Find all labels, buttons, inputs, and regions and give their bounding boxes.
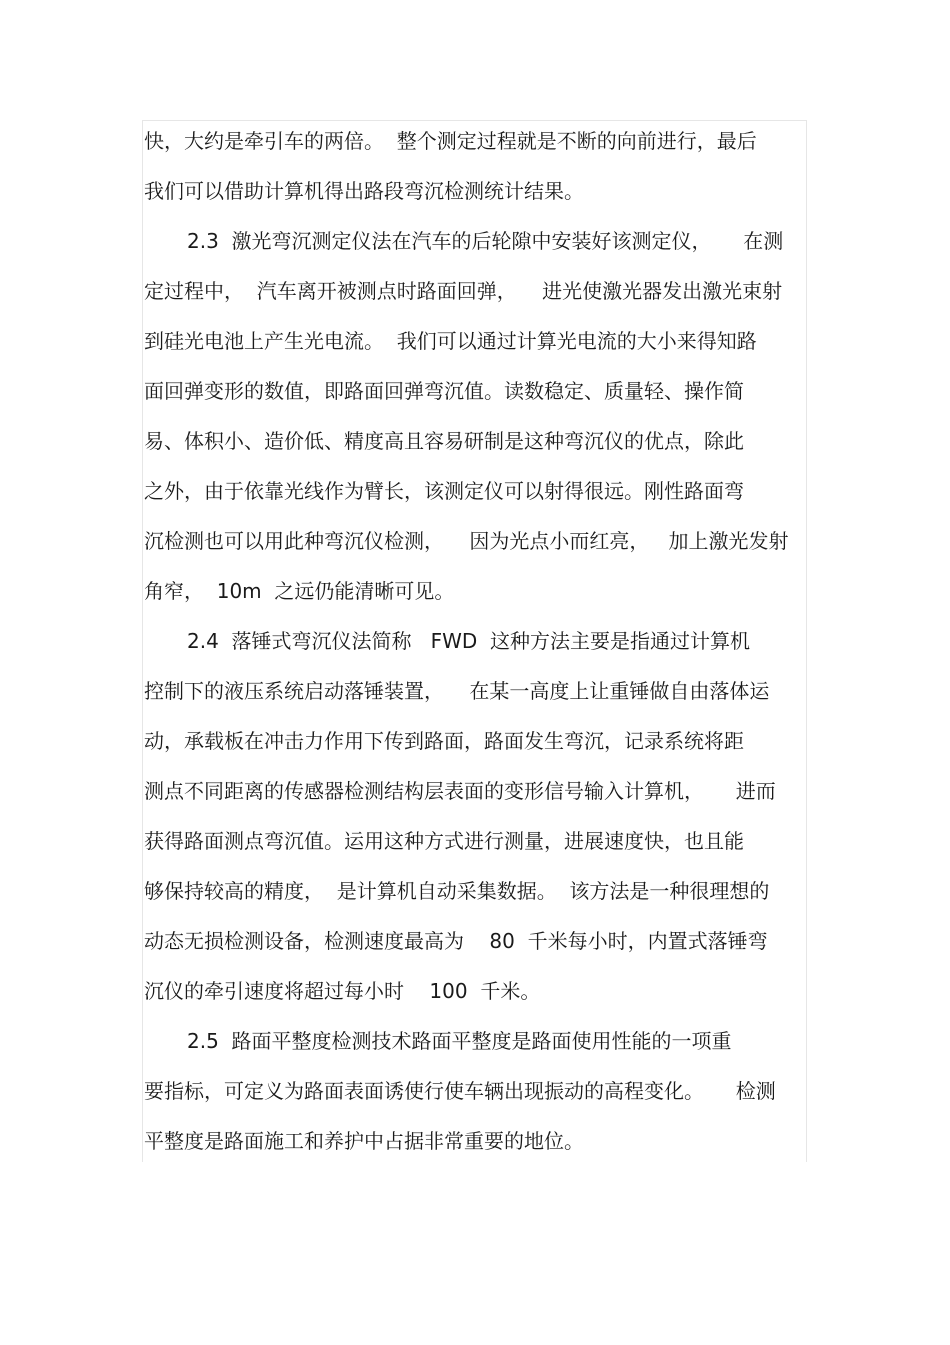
text-line: 沉仪的牵引速度将超过每小时 100 千米。 <box>144 979 541 1003</box>
text-line: 要指标，可定义为路面表面诱使行使车辆出现振动的高程变化。 检测 <box>144 1079 776 1103</box>
text-line: 易、体积小、造价低、精度高且容易研制是这种弯沉仪的优点，除此 <box>144 429 744 453</box>
text-line: 沉检测也可以用此种弯沉仪检测， 因为光点小而红亮， 加上激光发射 <box>144 529 789 553</box>
text-line: 测点不同距离的传感器检测结构层表面的变形信号输入计算机， 进而 <box>144 779 776 803</box>
text-line: 角窄， 10m 之远仍能清晰可见。 <box>144 579 455 603</box>
text-line: 控制下的液压系统启动落锤装置， 在某一高度上让重锤做自由落体运 <box>144 679 770 703</box>
text-line: 我们可以借助计算机得出路段弯沉检测统计结果。 <box>144 179 584 203</box>
text-line: 定过程中， 汽车离开被测点时路面回弹， 进光使激光器发出激光束射 <box>144 279 783 303</box>
text-line: 到硅光电池上产生光电流。 我们可以通过计算光电流的大小来得知路 <box>144 329 757 353</box>
text-line: 动态无损检测设备，检测速度最高为 80 千米每小时，内置式落锤弯 <box>144 929 768 953</box>
text-line: 平整度是路面施工和养护中占据非常重要的地位。 <box>144 1129 584 1153</box>
text-line: 获得路面测点弯沉值。运用这种方式进行测量，进展速度快，也且能 <box>144 829 744 853</box>
section-2-5-heading-line: 2.5 路面平整度检测技术路面平整度是路面使用性能的一项重 <box>187 1029 732 1053</box>
text-line: 面回弹变形的数值，即路面回弹弯沉值。读数稳定、质量轻、操作简 <box>144 379 744 403</box>
section-2-3-heading-line: 2.3 激光弯沉测定仪法在汽车的后轮隙中安装好该测定仪， 在测 <box>187 229 784 253</box>
text-line: 之外，由于依靠光线作为臂长，该测定仪可以射得很远。刚性路面弯 <box>144 479 744 503</box>
text-line: 快，大约是牵引车的两倍。 整个测定过程就是不断的向前进行，最后 <box>144 129 757 153</box>
text-line: 动，承载板在冲击力作用下传到路面，路面发生弯沉，记录系统将距 <box>144 729 744 753</box>
text-line: 够保持较高的精度， 是计算机自动采集数据。 该方法是一种很理想的 <box>144 879 770 903</box>
section-2-4-heading-line: 2.4 落锤式弯沉仪法简称 FWD 这种方法主要是指通过计算机 <box>187 629 750 653</box>
